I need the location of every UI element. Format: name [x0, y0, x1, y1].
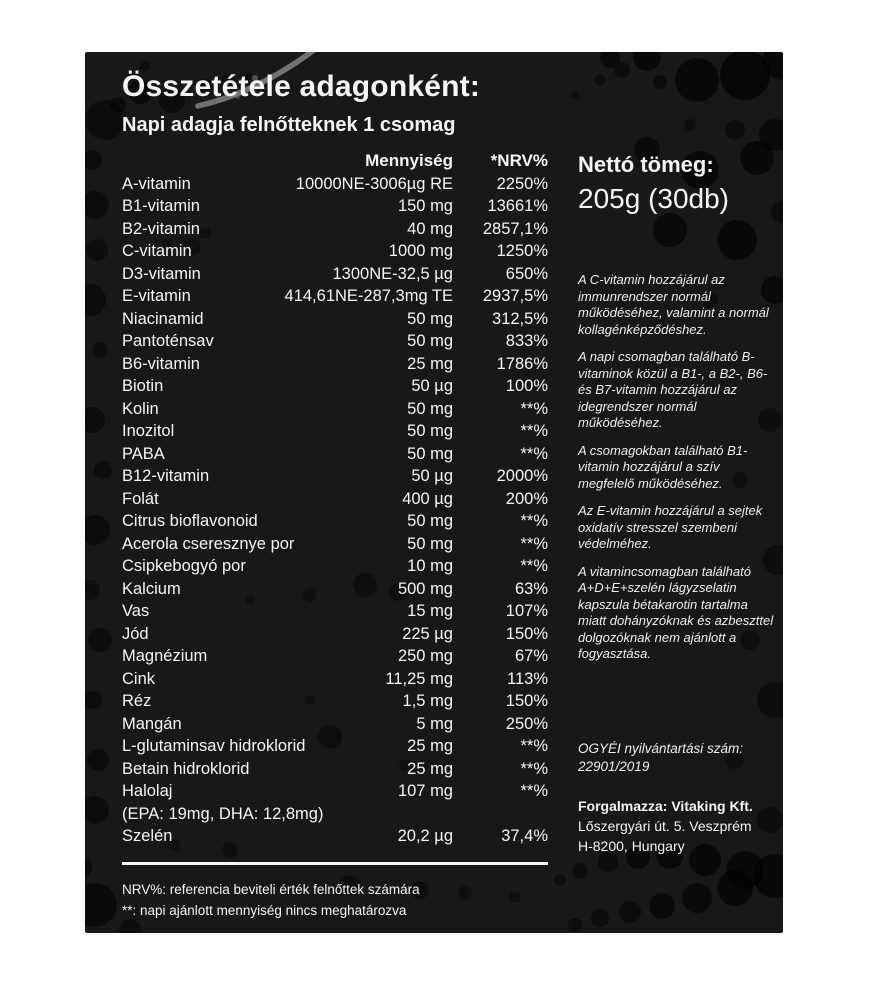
decorative-dot [684, 119, 696, 131]
health-claims [578, 272, 778, 674]
claim-paragraph: A csomagokban található B1-vitamin hozzájárul a szív megfelelő működéséhez. [578, 442, 748, 491]
nutrient-name: Biotin [122, 377, 164, 395]
registration-block [578, 740, 778, 776]
nutrient-nrv: 67% [514, 647, 548, 665]
nutrient-amount: 50 mg [407, 512, 453, 530]
table-row [122, 510, 548, 533]
nutrition-table [122, 150, 548, 848]
decorative-dot [568, 918, 582, 932]
nutrient-name: L-glutaminsav hidroklorid [122, 737, 306, 755]
table-header-row [122, 150, 548, 173]
claim-paragraph: A C-vitamin hozzájárul az immunrendszer normál működéséhez, valamint a normál kollagénképződéshez. [578, 272, 769, 337]
nutrient-name: Kolin [122, 399, 159, 418]
nutrient-amount: 414,61NE-287,3mg TE [284, 287, 453, 305]
decorative-dot [619, 901, 641, 923]
decorative-dot [571, 91, 579, 99]
decorative-dot [633, 52, 661, 71]
decorative-dot [92, 342, 108, 358]
decorative-dot [94, 461, 112, 479]
nutrient-amount: 1000 mg [388, 242, 453, 260]
nutrient-name: Magnézium [122, 647, 208, 665]
table-row [122, 533, 548, 556]
page-subtitle: Napi adagja felnőtteknek 1 csomag [122, 114, 456, 136]
decorative-dot [594, 74, 606, 86]
nutrient-nrv: 63% [514, 579, 548, 598]
nutrient-amount: 11,25 mg [385, 669, 453, 688]
footnote-asterisk: **: napi ajánlott mennyiség nincs meghatározva [122, 902, 407, 918]
decorative-dot [85, 580, 100, 600]
nutrient-amount: 50 mg [407, 399, 453, 418]
decorative-dot [85, 796, 109, 824]
distributor-name: Forgalmazza: Vitaking Kft. [578, 798, 753, 814]
nutrient-name: B6-vitamin [122, 354, 200, 373]
nutrient-name: Szelén [122, 827, 173, 845]
registration-number: 22901/2019 [578, 759, 650, 774]
nutrient-name: Halolaj [122, 782, 173, 800]
nutrient-amount: 1,5 mg [402, 692, 453, 710]
nutrient-name: Inozitol [122, 422, 175, 440]
decorative-dot [85, 855, 92, 879]
registration-label: OGYÉI nyilvántartási szám: [578, 741, 744, 756]
decorative-dot [717, 220, 757, 260]
footnotes [122, 879, 548, 921]
decorative-dot [85, 191, 109, 219]
nutrient-nrv: 113% [507, 669, 548, 688]
table-row [122, 420, 548, 443]
decorative-dot [614, 62, 630, 78]
nutrient-amount: 15 mg [407, 602, 453, 620]
nutrient-amount: 225 µg [402, 624, 453, 643]
nutrient-amount: 50 mg [407, 309, 453, 328]
nutrient-amount: 400 µg [402, 489, 453, 508]
table-row [122, 308, 548, 331]
nutrient-nrv: 200% [505, 489, 548, 508]
nutrient-name: Pantoténsav [122, 332, 214, 350]
nutrient-amount: 10 mg [407, 557, 453, 575]
nutrient-name: A-vitamin [122, 174, 191, 193]
nutrient-amount: 1300NE-32,5 µg [332, 264, 453, 283]
nutrient-nrv: 2250% [496, 174, 548, 193]
claim-paragraph: A napi csomagban található B-vitaminok közül a B1-, a B2-, B6- és B7-vitamin hozzájárul az idegrendszer normál működéséhez. [578, 349, 768, 430]
decorative-dot [757, 682, 783, 718]
nutrient-name: Mangán [122, 714, 182, 733]
nutrient-name: Cink [122, 669, 156, 688]
nutrient-amount: 25 mg [407, 759, 453, 778]
nutrient-amount: 25 mg [407, 737, 453, 755]
nutrient-nrv: 2000% [496, 467, 548, 485]
nutrient-amount: 10000NE-3006µg RE [295, 174, 453, 193]
distributor-block [578, 796, 783, 856]
nutrient-name: Acerola cseresznye por [122, 534, 295, 553]
footnote-nrv: NRV%: referencia beviteli érték felnőttek számára [122, 881, 420, 897]
decorative-dot [591, 909, 609, 927]
distributor-address-1: Lőszergyári út. 5. Veszprém [578, 818, 752, 834]
supplement-label [85, 52, 783, 933]
nutrient-name: B12-vitamin [122, 467, 210, 485]
decorative-dot [85, 150, 102, 170]
nutrient-nrv: 2857,1% [482, 219, 548, 238]
nutrient-amount: 25 mg [407, 354, 453, 373]
decorative-dot [653, 213, 687, 247]
nutrient-nrv: **% [520, 399, 548, 418]
nutrient-nrv: 150% [505, 624, 548, 643]
nutrient-nrv: 2937,5% [482, 287, 548, 305]
table-row [122, 465, 548, 488]
nutrient-nrv: 1786% [496, 354, 548, 373]
column-header-amount: Mennyiség [365, 151, 453, 170]
nutrient-amount: 40 mg [407, 219, 453, 238]
page-title: Összetétele adagonként: [122, 70, 481, 103]
nutrient-name: Citrus bioflavonoid [122, 512, 258, 530]
table-row [122, 488, 548, 511]
nutrient-nrv: 37,4% [501, 827, 548, 845]
table-row [122, 803, 548, 826]
decorative-dot [572, 863, 588, 879]
nutrient-nrv: 833% [505, 332, 548, 350]
table-row [122, 398, 548, 421]
nutrient-amount: 20,2 µg [397, 827, 453, 845]
nutrient-nrv: 650% [505, 264, 548, 283]
decorative-dot [85, 883, 117, 927]
decorative-dot [753, 854, 783, 898]
table-row [122, 285, 548, 308]
nutrient-amount: 50 µg [411, 377, 453, 395]
table-row [122, 825, 548, 848]
table-row [122, 240, 548, 263]
nutrient-name: (EPA: 19mg, DHA: 12,8mg) [122, 804, 324, 823]
decorative-dot [717, 870, 753, 906]
nutrient-name: Niacinamid [122, 309, 204, 328]
table-row [122, 600, 548, 623]
distributor-address-2: H-8200, Hungary [578, 838, 685, 854]
nutrient-nrv: 150% [505, 692, 548, 710]
nutrient-nrv: **% [520, 422, 548, 440]
nutrient-name: B1-vitamin [122, 197, 200, 215]
nutrient-nrv: 107% [505, 602, 548, 620]
decorative-dot [88, 628, 112, 652]
nutrient-nrv: **% [520, 759, 548, 778]
table-row [122, 780, 548, 803]
nutrient-name: PABA [122, 444, 165, 463]
nutrient-name: E-vitamin [122, 287, 191, 305]
nutrient-nrv: 13661% [487, 197, 548, 215]
table-row [122, 578, 548, 601]
decorative-dot [87, 749, 109, 771]
nutrient-amount: 50 mg [407, 332, 453, 350]
decorative-dot [682, 883, 712, 913]
nutrient-name: Kalcium [122, 579, 181, 598]
nutrient-amount: 50 mg [407, 534, 453, 553]
table-row [122, 713, 548, 736]
nutrient-name: Réz [122, 692, 152, 710]
decorative-dot [85, 515, 110, 545]
net-weight-block [578, 152, 783, 216]
nutrient-amount: 5 mg [416, 714, 453, 733]
table-row [122, 758, 548, 781]
table-row [122, 218, 548, 241]
claim-paragraph: A vitamincsomagban található A+D+E+szelén lágyzselatin kapszula bétakarotin tartalma miatt dohányzóknak és azbeszttel dolgozóknak nem ajánlott a fogyasztása. [578, 563, 774, 661]
nutrient-name: C-vitamin [122, 242, 192, 260]
table-row [122, 690, 548, 713]
nutrient-amount: 50 mg [407, 422, 453, 440]
nutrient-nrv: **% [520, 534, 548, 553]
decorative-dot [119, 919, 141, 933]
table-row [122, 443, 548, 466]
nutrient-nrv: 312,5% [492, 309, 548, 328]
ingredients-section [122, 70, 548, 921]
table-row [122, 263, 548, 286]
nutrient-name: Betain hidroklorid [122, 759, 250, 778]
table-row [122, 353, 548, 376]
nutrient-nrv: **% [520, 512, 548, 530]
nutrient-amount: 107 mg [397, 782, 453, 800]
column-header-nrv: *NRV% [490, 151, 548, 170]
nutrient-name: Jód [122, 624, 149, 643]
nutrient-amount: 150 mg [397, 197, 453, 215]
decorative-dot [649, 893, 675, 919]
table-row [122, 668, 548, 691]
nutrient-nrv: **% [520, 557, 548, 575]
table-row [122, 195, 548, 218]
decorative-dot [675, 58, 719, 102]
table-row [122, 330, 548, 353]
nutrient-name: Folát [122, 489, 159, 508]
table-row [122, 375, 548, 398]
nutrient-nrv: **% [520, 782, 548, 800]
claim-paragraph: Az E-vitamin hozzájárul a sejtek oxidatív stresszel szembeni védelméhez. [578, 503, 763, 551]
nutrient-amount: 500 mg [397, 579, 453, 598]
decorative-dot [554, 874, 566, 886]
net-weight-value: 205g (30db) [578, 183, 730, 214]
decorative-dot [85, 691, 102, 709]
decorative-dot [85, 284, 106, 316]
decorative-dot [725, 120, 745, 140]
decorative-dot [86, 239, 108, 261]
nutrient-name: D3-vitamin [122, 264, 201, 283]
separator-line [122, 862, 548, 865]
nutrient-name: Csipkebogyó por [122, 557, 246, 575]
nutrient-nrv: 250% [505, 714, 548, 733]
nutrient-name: B2-vitamin [122, 219, 200, 238]
decorative-dot [653, 75, 667, 89]
table-row [122, 735, 548, 758]
nutrient-nrv: **% [520, 444, 548, 463]
nutrient-nrv: 100% [505, 377, 548, 395]
nutrient-amount: 250 mg [397, 647, 453, 665]
nutrient-amount: 50 µg [411, 467, 453, 485]
nutrient-nrv: **% [520, 737, 548, 755]
table-row [122, 173, 548, 196]
table-row [122, 555, 548, 578]
nutrient-name: Vas [122, 602, 150, 620]
nutrient-nrv: 1250% [496, 242, 548, 260]
table-row [122, 623, 548, 646]
nutrient-amount: 50 mg [407, 444, 453, 463]
table-row [122, 645, 548, 668]
decorative-dot [85, 407, 105, 433]
net-weight-label: Nettó tömeg: [578, 152, 714, 177]
